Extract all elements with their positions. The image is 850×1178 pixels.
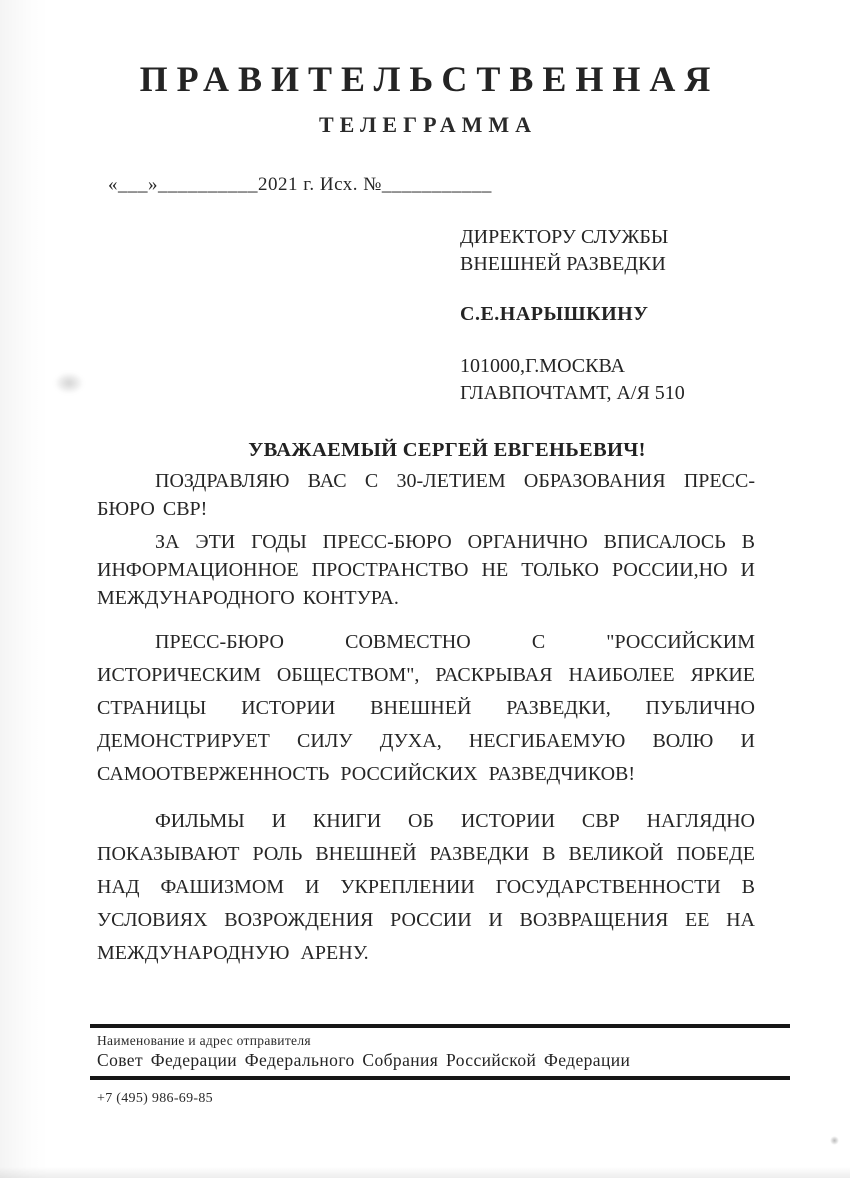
scan-speck [830,1136,839,1145]
letter-body [97,467,755,975]
salutation: УВАЖАЕМЫЙ СЕРГЕЙ ЕВГЕНЬЕВИЧ! [248,439,646,461]
divider-line-top [90,1024,790,1028]
addressee-title-line2: ВНЕШНЕЙ РАЗВЕДКИ [460,253,666,275]
addressee-address-line2: ГЛАВПОЧТАМТ, А/Я 510 [460,382,685,404]
addressee-address-line1: 101000,Г.МОСКВА [460,355,625,377]
addressee-block [460,224,685,407]
scan-smudge [54,372,84,394]
paragraph-4: ФИЛЬМЫ И КНИГИ ОБ ИСТОРИИ СВР НАГЛЯДНО ПОКАЗЫВАЮТ РОЛЬ ВНЕШНЕЙ РАЗВЕДКИ В ВЕЛИКОЙ ПОБЕДЕ НАД ФАШИЗМОМ И УКРЕПЛЕНИИ ГОСУДАРСТВЕННОСТИ В УСЛОВИЯХ ВОЗРОЖДЕНИЯ РОССИИ И ВОЗВРАЩЕНИЯ ЕЕ НА МЕЖДУНАРОДНУЮ АРЕНУ. [97,810,755,964]
sender-label: Наименование и адрес отправителя [97,1033,311,1048]
date-reference-line: «___»__________2021 г. Исх. №___________ [108,174,492,195]
paragraph-2: ЗА ЭТИ ГОДЫ ПРЕСС-БЮРО ОРГАНИЧНО ВПИСАЛОСЬ В ИНФОРМАЦИОННОЕ ПРОСТРАНСТВО НЕ ТОЛЬКО РОССИИ,НО И МЕЖДУНАРОДНОГО КОНТУРА. [97,531,755,609]
paragraph-3: ПРЕСС-БЮРО СОВМЕСТНО С "РОССИЙСКИМ ИСТОРИЧЕСКИМ ОБЩЕСТВОМ", РАСКРЫВАЯ НАИБОЛЕЕ ЯРКИЕ СТРАНИЦЫ ИСТОРИИ ВНЕШНЕЙ РАЗВЕДКИ, ПУБЛИЧНО ДЕМОНСТРИРУЕТ СИЛУ ДУХА, НЕСГИБАЕМУЮ ВОЛЮ И САМООТВЕРЖЕННОСТЬ РОССИЙСКИХ РАЗВЕДЧИКОВ! [97,631,755,785]
divider-line-bottom [90,1076,790,1080]
scan-edge-shadow-left [0,0,70,1178]
document-title: ПРАВИТЕЛЬСТВЕННАЯ [139,59,720,99]
sender-footer [90,1024,792,1107]
addressee-title-line1: ДИРЕКТОРУ СЛУЖБЫ [460,226,669,248]
scan-edge-shadow-bottom [0,1164,850,1178]
document-subtitle: ТЕЛЕГРАММА [318,112,538,137]
addressee-name: С.Е.НАРЫШКИНУ [460,303,649,325]
paragraph-1: ПОЗДРАВЛЯЮ ВАС С 30-ЛЕТИЕМ ОБРАЗОВАНИЯ ПРЕСС-БЮРО СВР! [97,470,755,520]
sender-phone: +7 (495) 986-69-85 [97,1091,213,1106]
sender-name: Совет Федерации Федерального Собрания Российской Федерации [97,1050,631,1070]
